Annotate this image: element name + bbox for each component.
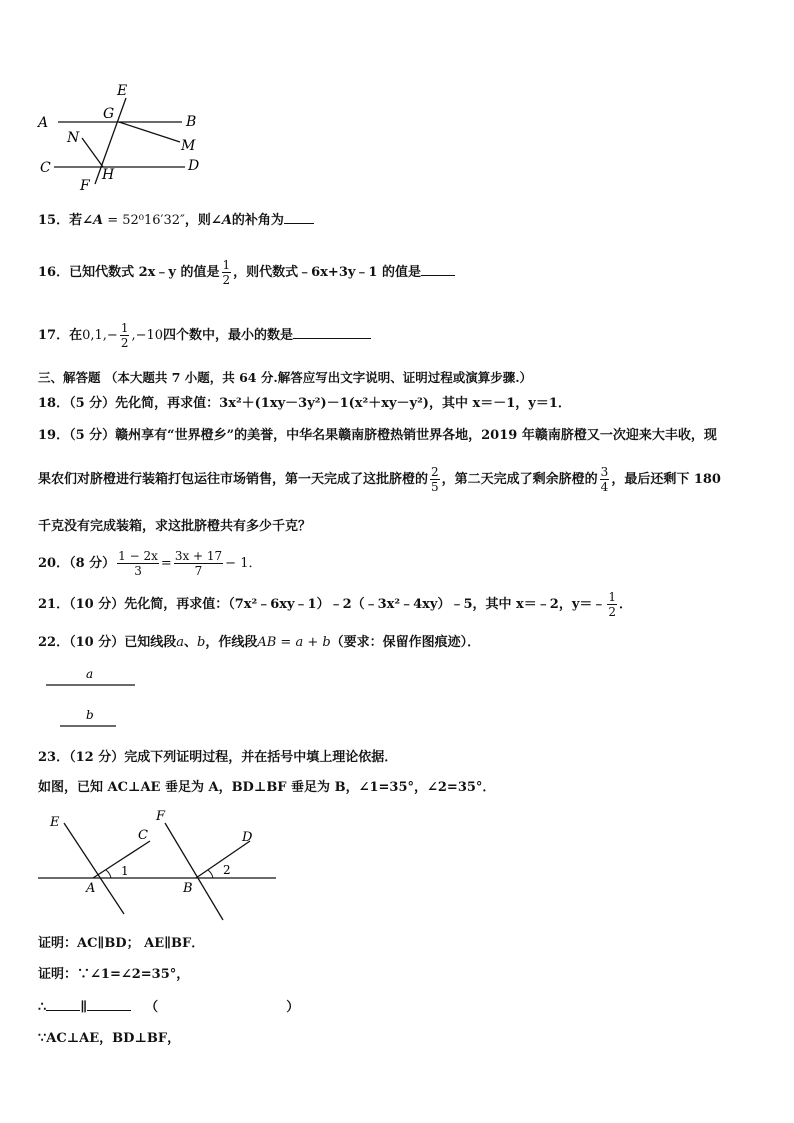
proof-reason-close: ） (286, 1000, 300, 1015)
q16-number: 16． (38, 265, 70, 280)
question-23-claim: 证明：AC∥BD； AE∥BF． (38, 936, 205, 951)
label-D: D (242, 830, 253, 845)
figure-segments (40, 662, 150, 732)
q15-angle: = 52⁰16′32″ (103, 213, 185, 228)
q19-f2-num: 3 (600, 465, 609, 479)
q17-frac-num: 1 (120, 321, 129, 335)
q20-tail: − 1． (225, 556, 262, 571)
q15-number: 15． (38, 213, 70, 228)
q20-f2-num: 3x + 17 (174, 549, 223, 563)
q17-number: 17． (38, 328, 70, 343)
q17-post: 四个数中，最小的数是 (163, 328, 294, 343)
label-D: D (188, 158, 200, 174)
q21-frac-den: 2 (608, 605, 617, 619)
q16-answer-blank[interactable] (421, 263, 455, 276)
q20-f1-num: 1 − 2x (118, 549, 158, 563)
q15-var-a2: A (221, 213, 232, 228)
question-20 (38, 546, 261, 582)
question-21 (38, 587, 632, 623)
q21-text: 21．（10 分）先化简，再求值：（7x²﹣6xy﹣1）﹣2（﹣3x²﹣4xy）﹣5，其中 x＝﹣2，y＝﹣ (38, 597, 606, 612)
q16-pre: 已知代数式 2x﹣y 的值是 (69, 265, 220, 280)
label-M: M (181, 138, 196, 154)
q21-frac-num: 1 (608, 590, 617, 604)
q22-tail: （要求：保留作图痕迹）． (330, 635, 481, 650)
proof-reason-open: （ (145, 1000, 159, 1015)
q19-f2-den: 4 (600, 480, 609, 494)
q20-f1-den: 3 (134, 564, 142, 578)
q17-pre: 在 (69, 328, 83, 343)
label-H: H (102, 167, 115, 183)
q16-frac-den: 2 (222, 273, 231, 287)
segment-b-label: b (86, 708, 94, 722)
question-17 (38, 318, 371, 354)
proof-therefore: ∴ (38, 1000, 47, 1015)
question-23-proof-2 (38, 998, 299, 1017)
label-angle-2: 2 (223, 863, 231, 877)
question-18: 18．（5 分）先化简，再求值：3x²＋(1xy－3y²)－1(x²＋xy－y²)，其中 x＝－1，y＝1． (38, 396, 571, 411)
label-C: C (40, 160, 51, 176)
label-F: F (156, 809, 166, 824)
label-B: B (183, 881, 193, 896)
q20-f2-den: 7 (194, 564, 203, 578)
q17-frac-den: 2 (120, 336, 129, 350)
figure-parallel-lines-1 (30, 80, 220, 195)
q19-text-a: 果农们对脐橙进行装箱打包运往市场销售，第一天完成了这批脐橙的 (38, 472, 429, 487)
question-23-proof-1: 证明：∵∠1=∠2=35°， (38, 967, 190, 982)
q20-fraction-2 (174, 549, 223, 578)
question-23-line-2: 如图，已知 AC⊥AE 垂足为 A，BD⊥BF 垂足为 B，∠1=35°，∠2=35°． (38, 780, 496, 795)
question-16 (38, 255, 455, 291)
q21-fraction (607, 590, 617, 619)
question-22 (38, 634, 480, 652)
q19-fraction-1 (430, 465, 440, 494)
q15-pre: 若∠ (69, 213, 93, 228)
q19-f1-den: 5 (431, 480, 439, 494)
q22-sep: 、 (183, 635, 197, 650)
question-23-proof-3: ∵AC⊥AE，BD⊥BF， (38, 1031, 181, 1046)
label-A: A (86, 881, 96, 896)
label-F: F (80, 178, 90, 194)
label-E: E (50, 815, 60, 830)
question-23-line-1: 23．（12 分）完成下列证明过程，并在括号中填上理论依据． (38, 750, 398, 765)
label-C: C (138, 828, 148, 843)
q15-var-a: A (93, 213, 104, 228)
q17-set-part1: 0,1,− (82, 328, 118, 343)
question-19-line-1: 19．（5 分）赣州享有“世界橙乡”的美誉，中华名果赣南脐橙热销世界各地，2019 年赣南脐橙又一次迎来大丰收，现 (38, 428, 717, 443)
q20-fraction-1 (117, 549, 159, 578)
q15-tail: 的补角为 (231, 213, 284, 228)
q19-f1-num: 2 (431, 465, 439, 479)
q16-fraction (222, 258, 232, 287)
q20-equals: = (160, 556, 172, 571)
q16-post: ，则代数式﹣6x+3y﹣1 的值是 (233, 265, 421, 280)
question-19-line-3: 千克没有完成装箱，求这批脐橙共有多少千克？ (38, 519, 312, 534)
q19-fraction-2 (600, 465, 610, 494)
q15-post: ，则∠ (184, 213, 222, 228)
q22-var-a: a (176, 635, 184, 650)
proof-blank-1[interactable] (46, 998, 80, 1011)
q15-answer-blank[interactable] (284, 211, 314, 224)
figure-perpendicular-lines (36, 808, 281, 923)
proof-parallel: ∥ (80, 1000, 88, 1015)
label-N: N (67, 130, 80, 146)
label-E: E (117, 83, 128, 99)
q17-fraction (120, 321, 130, 350)
segment-a-label: a (86, 667, 94, 681)
q22-text: 22．（10 分）已知线段 (38, 635, 177, 650)
label-G: G (103, 106, 115, 122)
q17-answer-blank[interactable] (293, 326, 371, 339)
q17-set-part2: ,−10 (131, 328, 164, 343)
question-19-line-2 (38, 462, 721, 498)
q19-text-c: ，最后还剩下 180 (611, 472, 721, 487)
q21-tail: ． (619, 597, 633, 612)
proof-blank-2[interactable] (87, 998, 131, 1011)
label-A: A (38, 115, 49, 131)
q22-expression: AB = a + b (257, 635, 331, 650)
q20-number: 20．（8 分） (38, 556, 116, 571)
q22-mid: ，作线段 (205, 635, 258, 650)
label-B: B (186, 114, 197, 130)
label-angle-1: 1 (121, 864, 129, 878)
q22-var-b: b (197, 635, 206, 650)
q16-frac-num: 1 (222, 258, 231, 272)
question-15 (38, 211, 314, 230)
section-3-heading: 三、解答题 （本大题共 7 小题，共 64 分.解答应写出文字说明、证明过程或演算步骤.） (38, 370, 533, 385)
q19-text-b: ，第二天完成了剩余脐橙的 (441, 472, 598, 487)
